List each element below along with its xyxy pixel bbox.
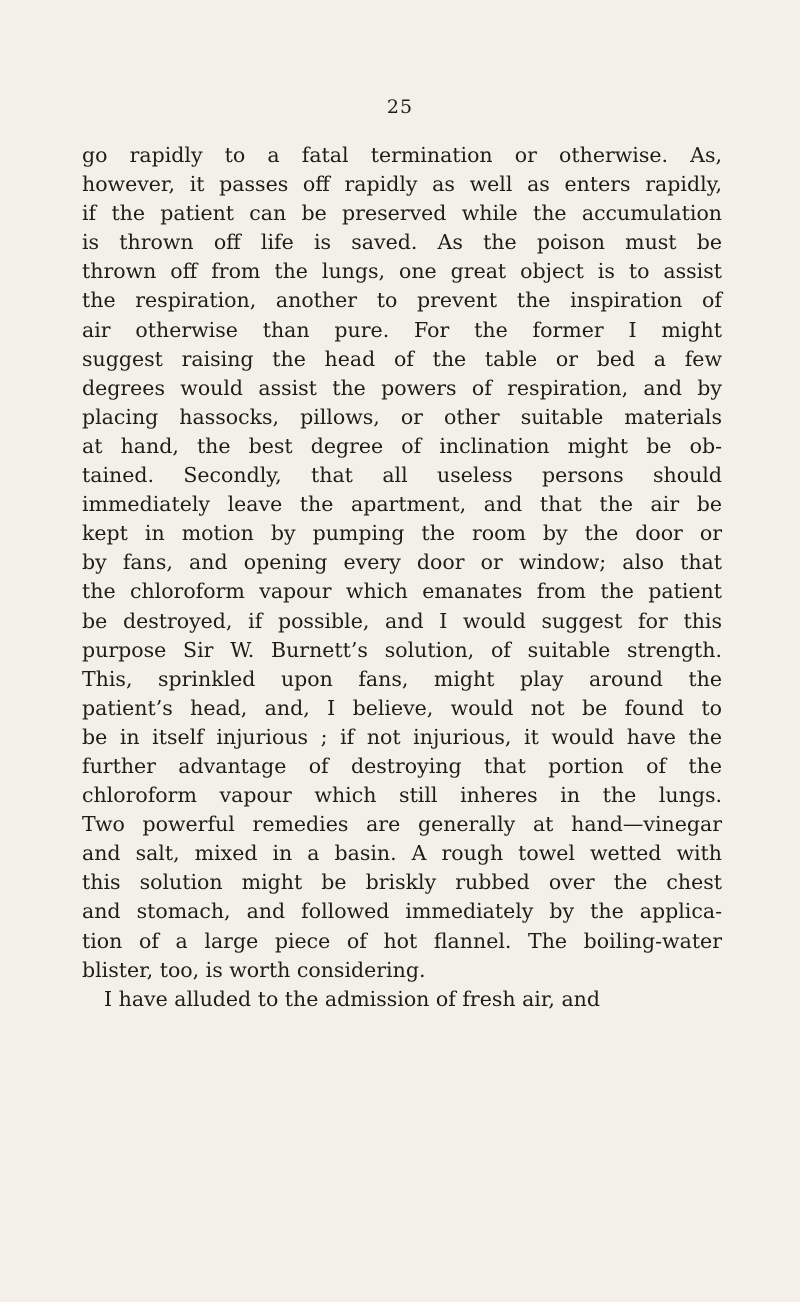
text-line: be destroyed, if possible, and I would suggest for this: [82, 608, 722, 633]
text-line: This, sprinkled upon fans, might play around the: [82, 666, 722, 691]
text-line: chloroform vapour which still inheres in the lungs.: [82, 783, 722, 808]
body-text: [82, 141, 722, 1014]
text-line: thrown off from the lungs, one great object is to assist: [82, 259, 722, 284]
text-line: placing hassocks, pillows, or other suitable materials: [82, 404, 722, 429]
text-line: kept in motion by pumping the room by the door or: [82, 521, 722, 546]
text-line: at hand, the best degree of inclination might be ob-: [82, 433, 722, 458]
text-line: purpose Sir W. Burnett’s solution, of suitable strength.: [82, 637, 722, 662]
text-line: suggest raising the head of the table or bed a few: [82, 346, 722, 371]
text-line: is thrown off life is saved. As the poison must be: [82, 230, 722, 255]
text-line: go rapidly to a fatal termination or otherwise. As,: [82, 143, 722, 167]
text-line: Two powerful remedies are generally at hand—vinegar: [82, 812, 722, 837]
text-line: this solution might be briskly rubbed over the chest: [82, 870, 722, 895]
text-line: however, it passes off rapidly as well as enters rapidly,: [82, 172, 722, 197]
text-line: immediately leave the apartment, and that the air be: [82, 492, 722, 517]
text-line: and salt, mixed in a basin. A rough towel wetted with: [82, 841, 722, 866]
text-line: blister, too, is worth considering.: [82, 957, 426, 982]
text-line: be in itself injurious ; if not injurious, it would have the: [82, 724, 722, 749]
text-line: the respiration, another to prevent the inspiration of: [82, 288, 722, 313]
page-number: 25: [386, 96, 414, 118]
text-line: degrees would assist the powers of respiration, and by: [82, 375, 722, 400]
text-line: I have alluded to the admission of fresh air, and: [104, 986, 600, 1011]
text-line: further advantage of destroying that portion of the: [82, 753, 722, 778]
text-line: tained. Secondly, that all useless persons should: [82, 463, 722, 488]
text-line: patient’s head, and, I believe, would not be found to: [82, 695, 722, 720]
text-line: tion of a large piece of hot flannel. The boiling-water: [82, 928, 722, 953]
text-line: by fans, and opening every door or window; also that: [82, 550, 722, 575]
text-line: air otherwise than pure. For the former I might: [82, 317, 722, 342]
text-line: the chloroform vapour which emanates from the patient: [82, 579, 722, 604]
text-line: and stomach, and followed immediately by the applica-: [82, 899, 722, 924]
text-line: if the patient can be preserved while the accumulation: [82, 201, 722, 226]
